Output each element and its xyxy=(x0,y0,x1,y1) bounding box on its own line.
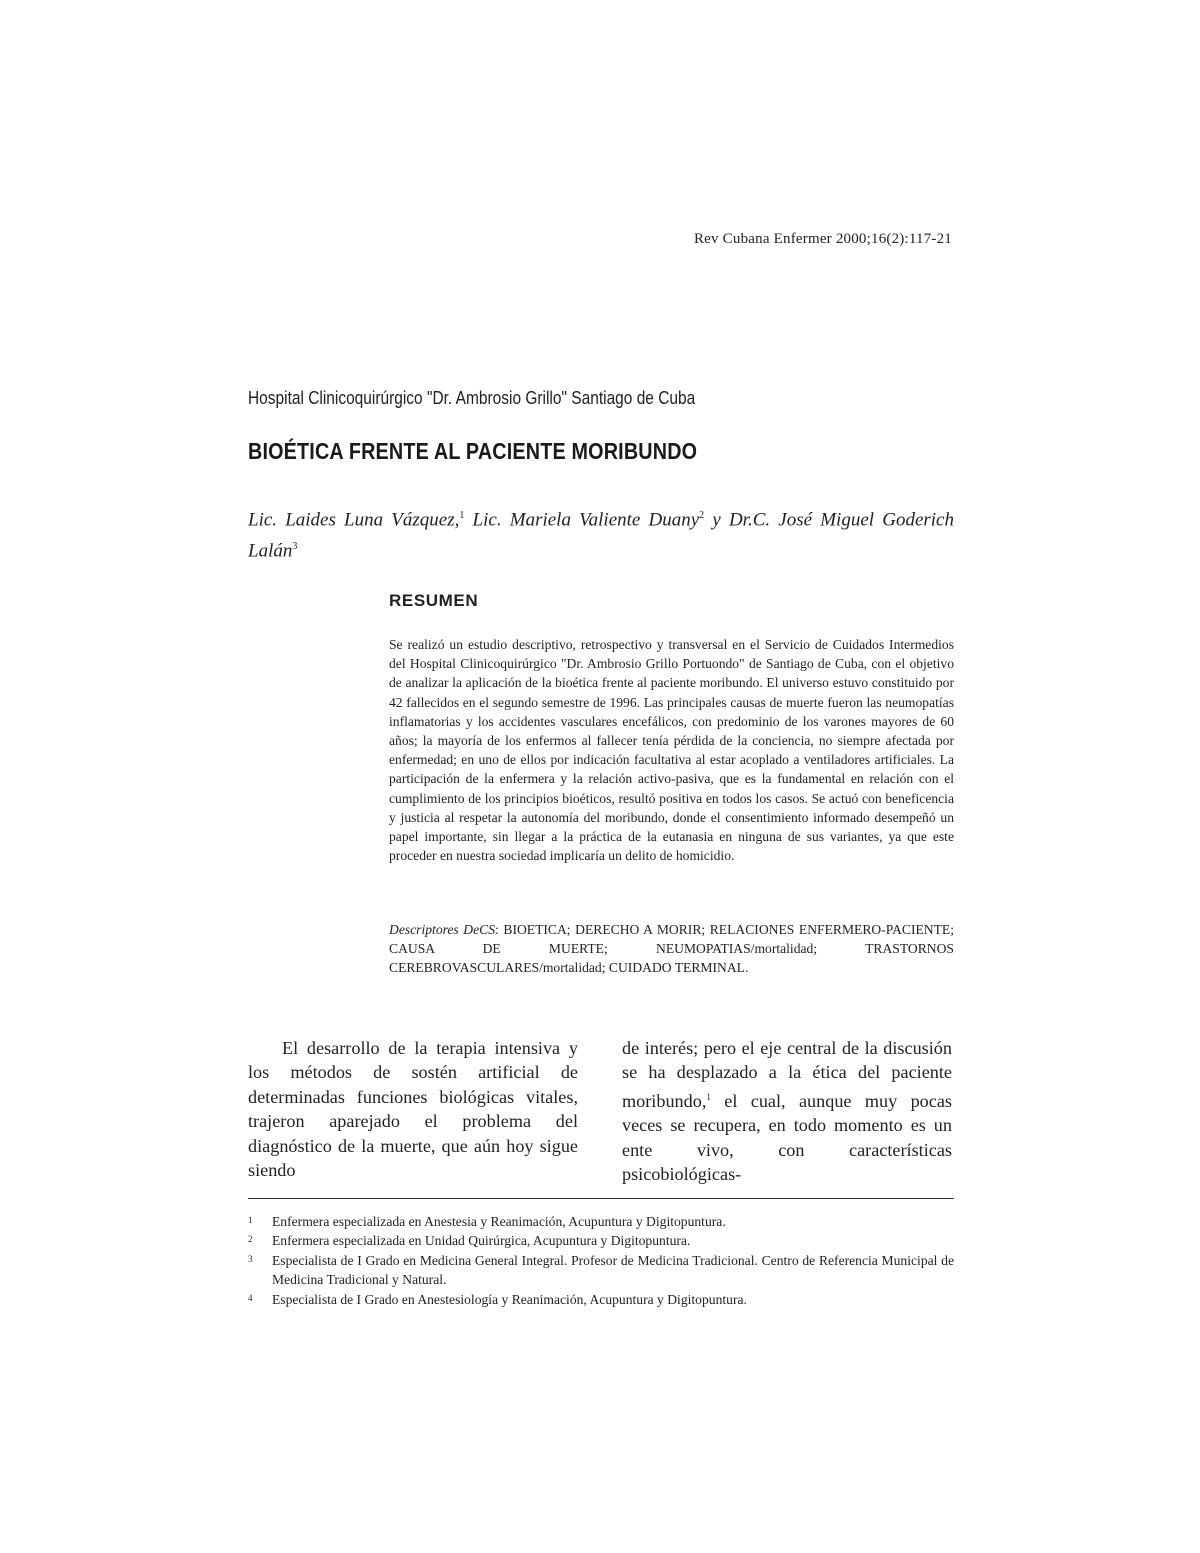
abstract-text: Se realizó un estudio descriptivo, retrospectivo y transversal en el Servicio de Cuidados Intermedios del Hospital Clinicoquirúrgico "Dr. Ambrosio Grillo Portuondo" de Santiago de Cuba, con el objetivo de analizar la aplicación de la bioética frente al paciente moribundo. El universo estuvo constituido por 42 fallecidos en el segundo semestre de 1996. Las principales causas de muerte fueron las neumopatías inflamatorias y los accidentes vasculares encefálicos, con predominio de los varones mayores de 60 años; la mayoría de los enfermos al fallecer tenía pérdida de la conciencia, no siempre afectada por enfermedad; en uno de ellos por indicación facultativa al estar acoplado a ventiladores artificiales. La participación de la enfermera y la relación activo-pasiva, que es la fundamental en relación con el cumplimiento de los principios bioéticos, resultó positiva en todos los casos. Se actuó con beneficencia y justicia al respetar la autonomía del moribundo, donde el consentimiento informado desempeñó un papel importante, sin llegar a la práctica de la eutanasia en ninguna de sus variantes, ya que este proceder en nuestra sociedad implicaría un delito de homicidio. xyxy=(389,637,954,864)
footnote-item xyxy=(248,1251,954,1290)
footnote-item xyxy=(248,1290,954,1309)
reference-marker: 1 xyxy=(706,1091,711,1102)
journal-citation: Rev Cubana Enfermer 2000;16(2):117-21 xyxy=(693,231,952,247)
author-1: Lic. Laides Luna Vázquez, xyxy=(248,509,460,531)
footnote-item xyxy=(248,1212,954,1231)
body-column-left: El desarrollo de la terapia intensiva y los métodos de sostén artificial de determinadas funciones biológicas vitales, trajeron aparejado el problema del diagnóstico de la muerte, que aún hoy sigue siendo xyxy=(248,1038,578,1181)
author-3-note: 3 xyxy=(292,541,298,553)
article-title: BIOÉTICA FRENTE AL PACIENTE MORIBUNDO xyxy=(248,438,698,464)
footnote-number: 4 xyxy=(248,1292,253,1303)
author-1-note: 1 xyxy=(459,510,465,521)
descriptors-text: : BIOETICA; DERECHO A MORIR; RELACIONES ENFERMERO-PACIENTE; CAUSA DE MUERTE; NEUMOPATIAS/mortalidad; TRASTORNOS CEREBROVASCULARES/mortalidad; CUIDADO TERMINAL. xyxy=(389,922,954,976)
descriptors-label: Descriptores DeCS xyxy=(389,922,496,937)
author-3: y Dr.C. José Miguel Goderich Lalán xyxy=(248,509,954,562)
footnote-number: 1 xyxy=(248,1215,253,1225)
footnote-text: Especialista de I Grado en Anestesiología y Reanimación, Acupuntura y Digitopuntura. xyxy=(272,1291,747,1307)
footnote-text: Enfermera especializada en Unidad Quirúrgica, Acupuntura y Digitopuntura. xyxy=(272,1233,691,1249)
footnote-number: 2 xyxy=(248,1234,253,1245)
footnote-text: Enfermera especializada en Anestesia y Reanimación, Acupuntura y Digitopuntura. xyxy=(272,1214,726,1229)
author-2-note: 2 xyxy=(699,510,705,521)
footnote-number: 3 xyxy=(248,1253,253,1264)
body-column-right xyxy=(622,1036,952,1187)
abstract-heading: RESUMEN xyxy=(389,591,479,610)
institution-affiliation: Hospital Clinicoquirúrgico "Dr. Ambrosio Grillo" Santiago de Cuba xyxy=(248,388,696,408)
author-list xyxy=(248,502,954,565)
footnote-divider xyxy=(248,1198,954,1199)
footnote-text: Especialista de I Grado en Medicina General Integral. Profesor de Medicina Tradicional. Centro de Referencia Municipal de Medicina Tradicional y Natural. xyxy=(272,1252,954,1288)
footnotes xyxy=(248,1212,954,1309)
descriptors-block xyxy=(389,920,954,978)
body-column-right-part2: el cual, aunque muy pocas veces se recupera, en todo momento es un ente vivo, con características psicobiológicas- xyxy=(622,1090,952,1185)
body-column-right-part1: de interés; pero el eje central de la discusión se ha desplazado a la ética del paciente moribundo, xyxy=(622,1038,952,1111)
author-2: Lic. Mariela Valiente Duany xyxy=(464,509,700,531)
footnote-item xyxy=(248,1231,954,1250)
